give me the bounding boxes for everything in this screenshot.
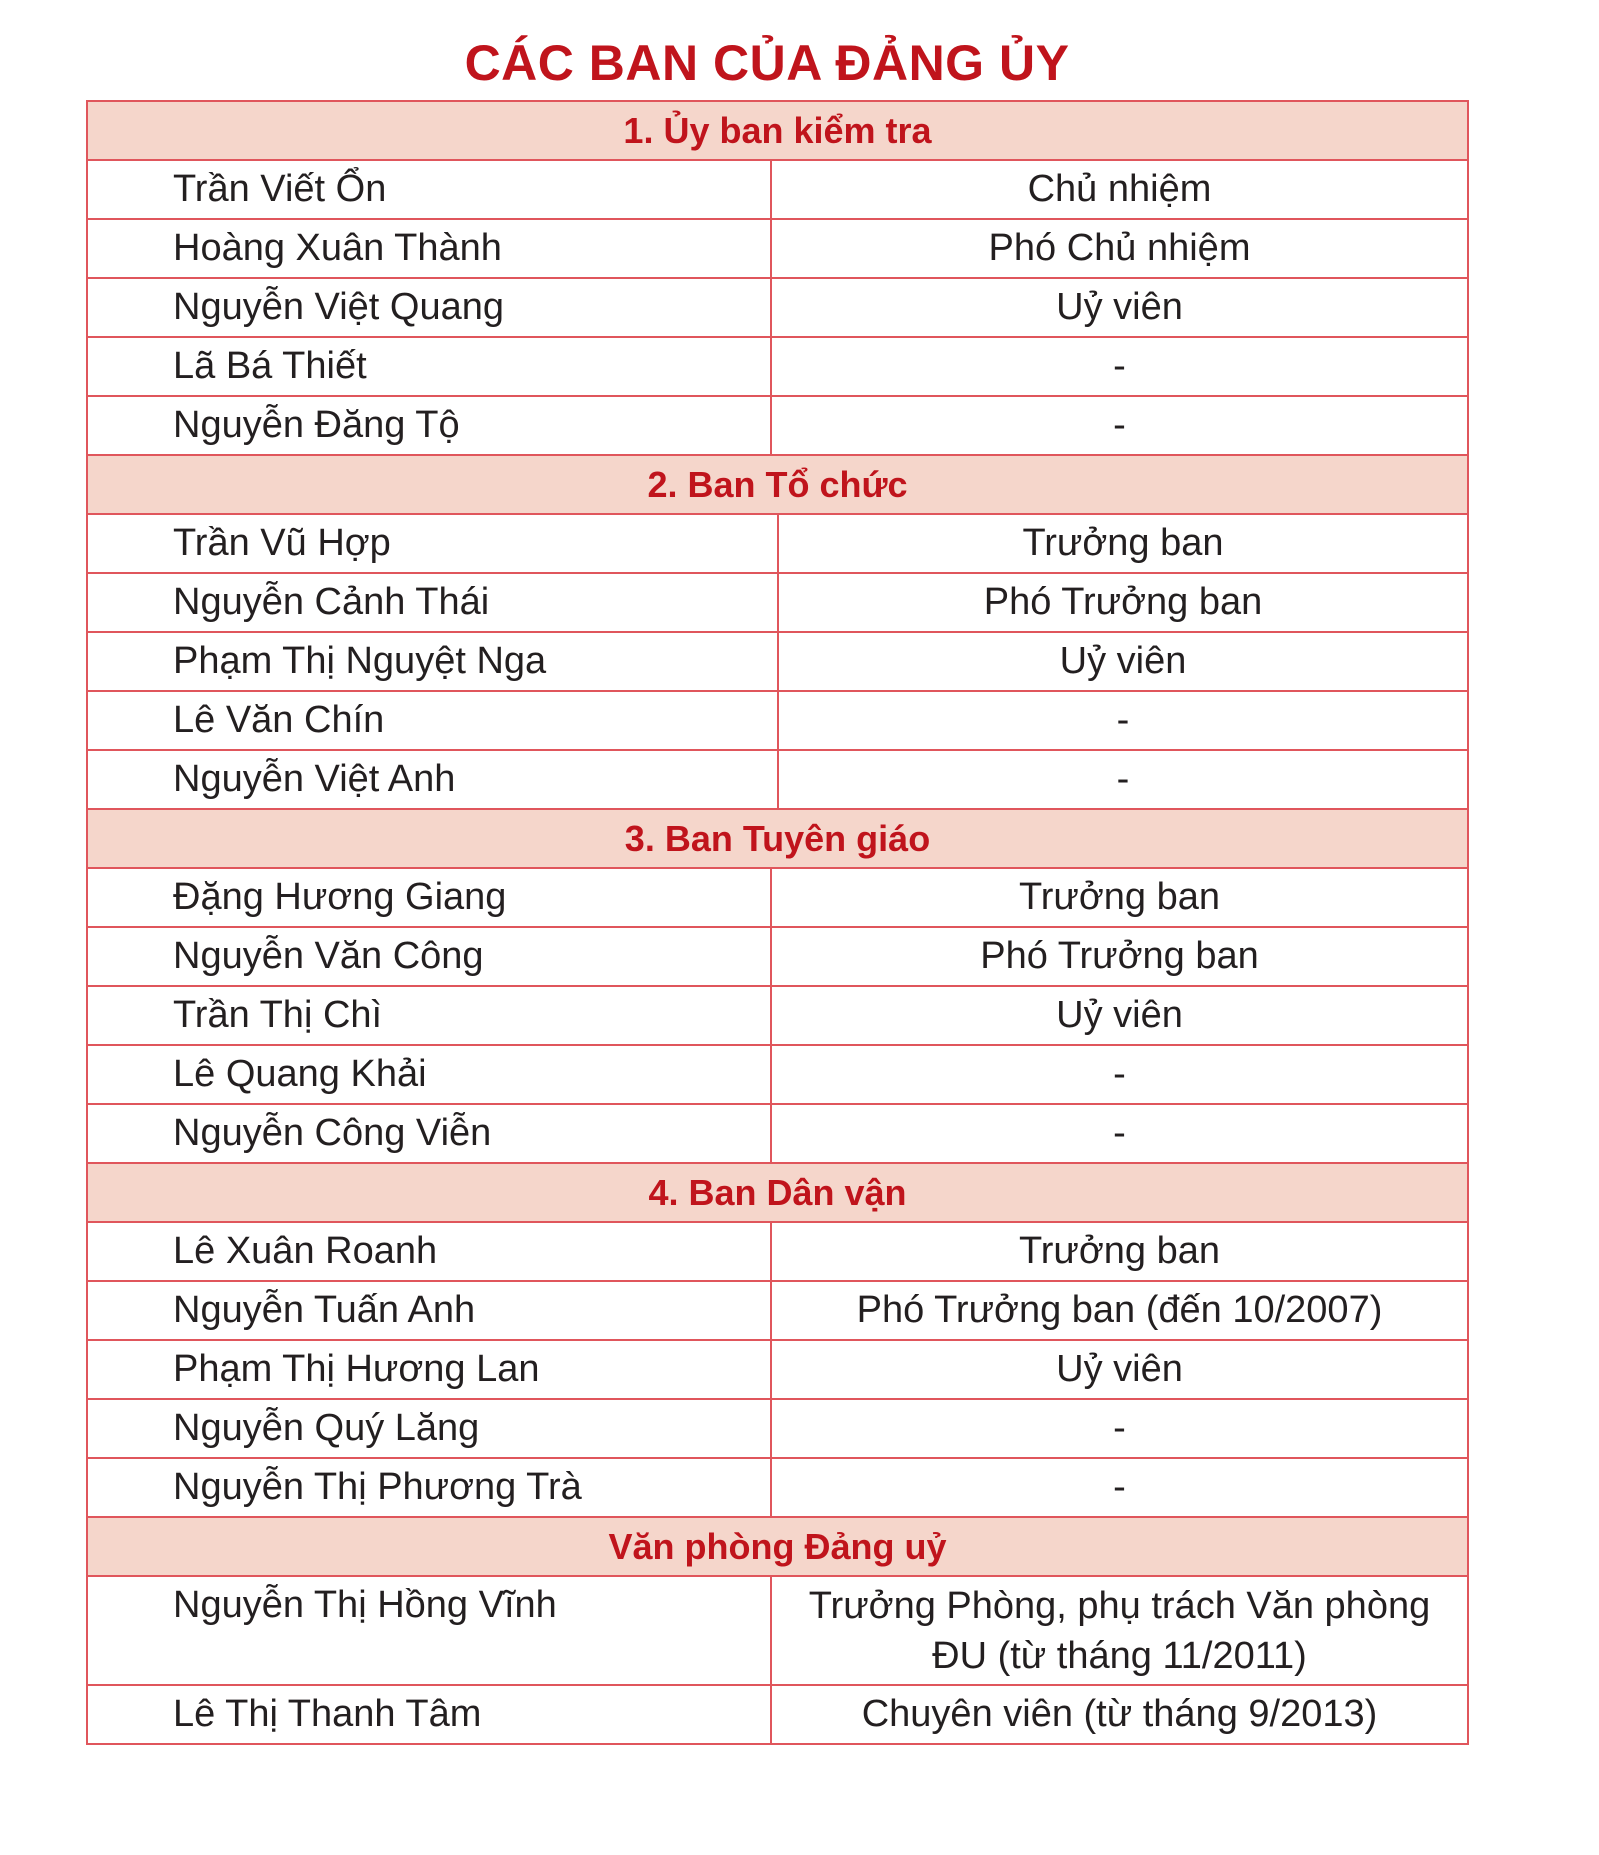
member-role: -: [1116, 758, 1130, 800]
table-row: [88, 1223, 1467, 1282]
table-row: [88, 1282, 1467, 1341]
member-name: Nguyễn Cảnh Thái: [88, 574, 779, 631]
member-name: Nguyễn Văn Công: [88, 928, 772, 985]
member-role: -: [1113, 1407, 1126, 1449]
member-name: Nguyễn Đăng Tộ: [88, 397, 772, 454]
member-role-line: Trưởng Phòng, phụ trách Văn phòng: [808, 1585, 1431, 1627]
member-name: Nguyễn Thị Phương Trà: [88, 1459, 772, 1516]
table-row: [88, 1577, 1467, 1686]
member-role-line: ĐU (từ tháng 11/2011): [932, 1635, 1307, 1677]
member-name: Lã Bá Thiết: [88, 338, 772, 395]
section-heading: 4. Ban Dân vận: [88, 1164, 1467, 1223]
member-role: Trưởng ban: [1018, 876, 1221, 918]
table-row: [88, 338, 1467, 397]
section-heading: 3. Ban Tuyên giáo: [88, 810, 1467, 869]
member-name: Phạm Thị Hương Lan: [88, 1341, 772, 1398]
table-row: [88, 928, 1467, 987]
member-name: Lê Thị Thanh Tâm: [88, 1686, 772, 1743]
section-heading: 2. Ban Tổ chức: [88, 456, 1467, 515]
member-role: -: [1116, 699, 1130, 741]
table-row: [88, 1400, 1467, 1459]
member-role: -: [1113, 1112, 1126, 1154]
section-mass-mobilization-board: [88, 1164, 1467, 1518]
section-heading: Văn phòng Đảng uỷ: [88, 1518, 1467, 1577]
table-row: [88, 220, 1467, 279]
member-name: Nguyễn Công Viễn: [88, 1105, 772, 1162]
table-row: [88, 633, 1467, 692]
member-role: Uỷ viên: [1056, 286, 1183, 328]
member-role: Uỷ viên: [1056, 994, 1183, 1036]
member-name: Trần Thị Chì: [88, 987, 772, 1044]
member-role: Chủ nhiệm: [1027, 168, 1212, 210]
table-row: [88, 515, 1467, 574]
member-name: Nguyễn Tuấn Anh: [88, 1282, 772, 1339]
member-role: Uỷ viên: [1059, 640, 1187, 682]
table-row: [88, 1046, 1467, 1105]
section-organization-board: [88, 456, 1467, 810]
member-name: Lê Văn Chín: [88, 692, 779, 749]
table-row: [88, 397, 1467, 456]
member-role: -: [1113, 1466, 1126, 1508]
table-row: [88, 1341, 1467, 1400]
page-title: CÁC BAN CỦA ĐẢNG ỦY: [464, 35, 1070, 91]
section-inspection-committee: [88, 102, 1467, 456]
table-row: [88, 574, 1467, 633]
member-role: Chuyên viên (từ tháng 9/2013): [861, 1693, 1378, 1735]
member-role: Phó Chủ nhiệm: [988, 227, 1251, 269]
member-name: Đặng Hương Giang: [88, 869, 772, 926]
member-role: Phó Trưởng ban: [980, 935, 1259, 977]
member-role: Uỷ viên: [1056, 1348, 1183, 1390]
member-name: Lê Quang Khải: [88, 1046, 772, 1103]
table-row: [88, 1459, 1467, 1518]
member-role: Phó Trưởng ban (đến 10/2007): [856, 1289, 1383, 1331]
table-row: [88, 1686, 1467, 1745]
section-propaganda-board: [88, 810, 1467, 1164]
member-name: Nguyễn Việt Anh: [88, 751, 779, 808]
member-role: -: [1113, 345, 1126, 387]
member-name: Lê Xuân Roanh: [88, 1223, 772, 1280]
member-role: Phó Trưởng ban: [983, 581, 1263, 623]
member-name: Trần Vũ Hợp: [88, 515, 779, 572]
table-row: [88, 161, 1467, 220]
table-row: [88, 692, 1467, 751]
member-role: -: [1113, 1053, 1126, 1095]
member-name: Nguyễn Quý Lăng: [88, 1400, 772, 1457]
table-row: [88, 279, 1467, 338]
table-row: [88, 1105, 1467, 1164]
section-heading: 1. Ủy ban kiểm tra: [88, 102, 1467, 161]
member-name: Phạm Thị Nguyệt Nga: [88, 633, 779, 690]
member-name: Nguyễn Thị Hồng Vĩnh: [88, 1577, 772, 1684]
member-role: Trưởng ban: [1022, 522, 1224, 564]
member-name: Hoàng Xuân Thành: [88, 220, 772, 277]
member-name: Nguyễn Việt Quang: [88, 279, 772, 336]
table-row: [88, 869, 1467, 928]
table-row: [88, 987, 1467, 1046]
table-row: [88, 751, 1467, 810]
member-role: -: [1113, 404, 1126, 446]
section-party-office: [88, 1518, 1467, 1745]
member-role: [772, 1577, 1467, 1684]
member-name: Trần Viết Ổn: [88, 161, 772, 218]
member-role: Trưởng ban: [1018, 1230, 1221, 1272]
committees-table: [86, 100, 1469, 1745]
